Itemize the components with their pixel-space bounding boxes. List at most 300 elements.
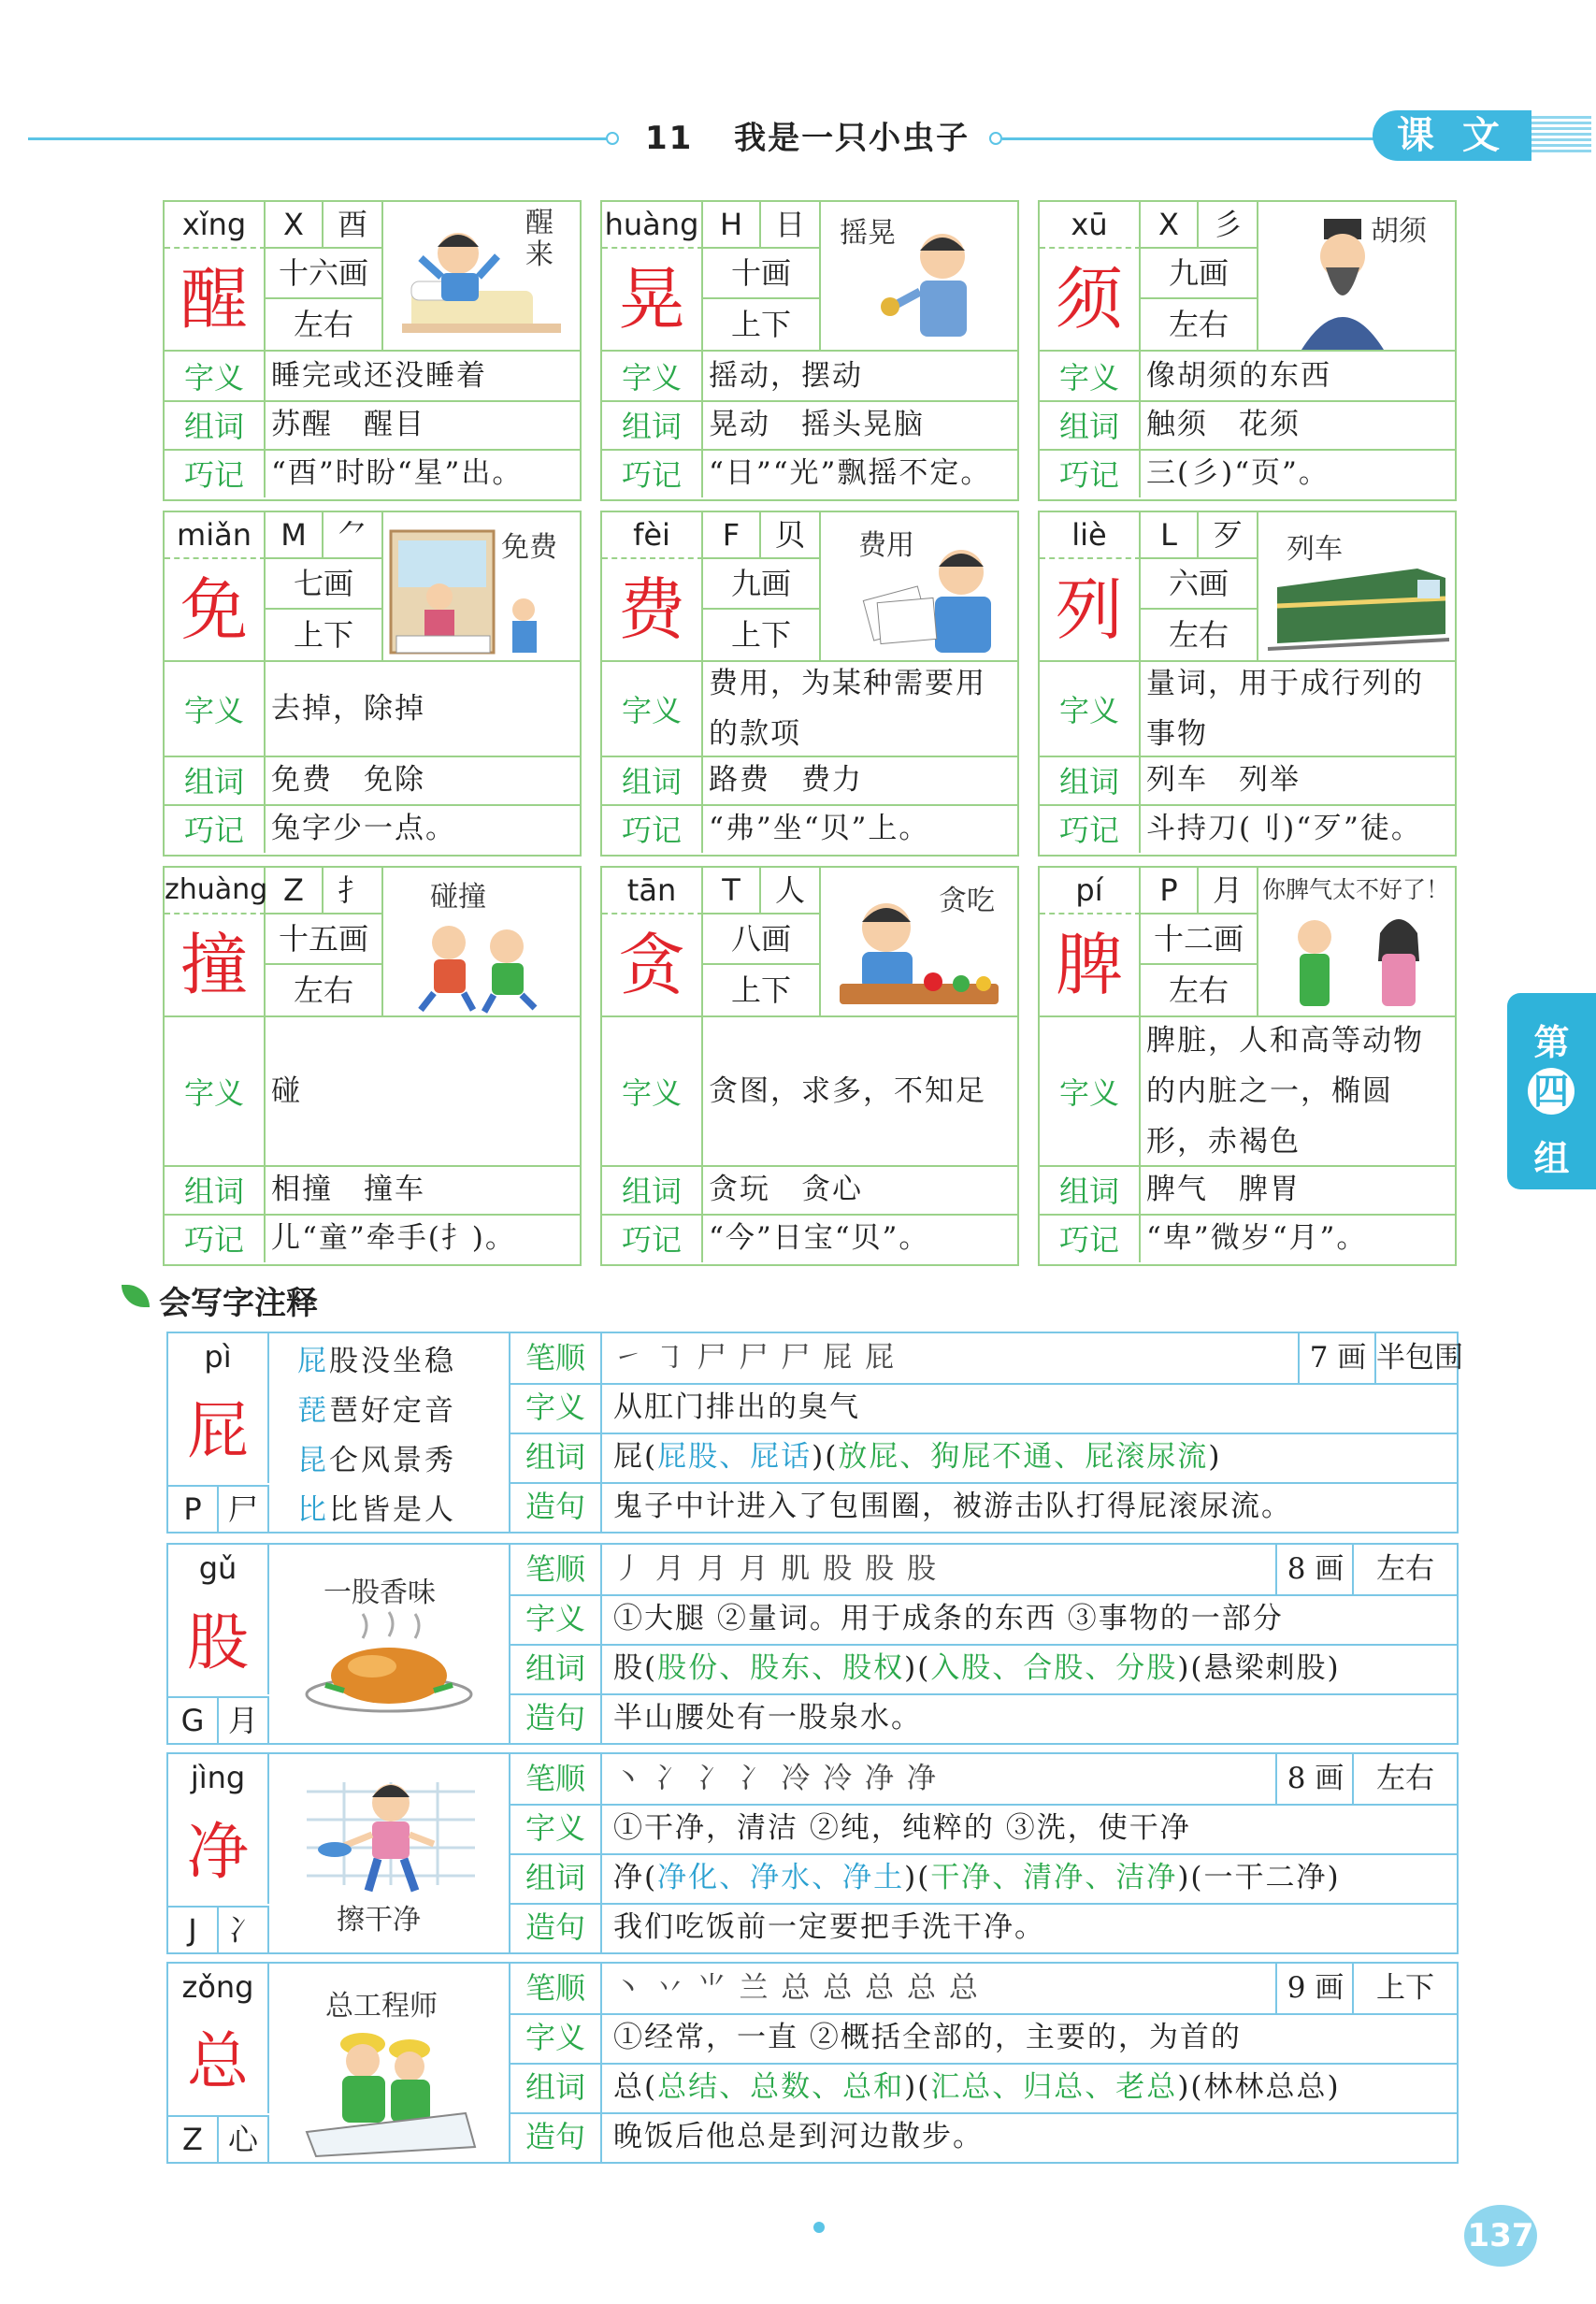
write-letter: J xyxy=(168,1908,219,1952)
card-picture-label: 胡须 xyxy=(1371,215,1427,248)
words-mid: )( xyxy=(904,1651,931,1685)
card-illustration xyxy=(1258,512,1455,662)
card-radical: 月 xyxy=(1199,868,1258,914)
tip-label: 巧记 xyxy=(602,449,703,497)
words-mid: )( xyxy=(812,1440,839,1474)
card-words-row xyxy=(165,756,580,806)
card-character: 须 xyxy=(1040,249,1141,352)
poem-line xyxy=(297,1337,456,1379)
card-character: 晃 xyxy=(602,249,703,352)
card-character: 醒 xyxy=(165,249,266,352)
card-tip-row xyxy=(1040,449,1455,497)
card-tip-row xyxy=(165,449,580,497)
card-pinyin: tān xyxy=(602,868,703,914)
card-meaning-row xyxy=(165,662,580,757)
lesson-number: 11 xyxy=(645,120,694,157)
poem-text: 仑风景秀 xyxy=(329,1444,456,1477)
write-character: 股 xyxy=(168,1591,269,1694)
sentence-label: 造句 xyxy=(510,2112,602,2162)
card-radical: 人 xyxy=(761,868,821,914)
tip-label: 巧记 xyxy=(602,804,703,853)
card-pinyin: liè xyxy=(1040,512,1141,559)
card-words-row xyxy=(165,400,580,451)
card-meaning-row xyxy=(602,1017,1017,1167)
words-label: 组词 xyxy=(165,400,266,449)
sentence-row xyxy=(510,1482,1457,1532)
meaning-text: 从肛门排出的臭气 xyxy=(613,1390,860,1424)
words-text: 触须 花须 xyxy=(1146,408,1301,441)
write-pinyin: jìng xyxy=(168,1754,269,1801)
tip-label: 巧记 xyxy=(602,1214,703,1262)
words-text: 脾气 脾胃 xyxy=(1146,1173,1301,1206)
tip-label: 巧记 xyxy=(1040,449,1141,497)
meaning-label: 字义 xyxy=(165,662,266,756)
card-character: 费 xyxy=(602,559,703,662)
order-label: 笔顺 xyxy=(510,1964,602,2013)
structure-type: 左右 xyxy=(1352,1754,1457,1804)
tip-text: “酉”时盼“星”出。 xyxy=(271,456,524,490)
words-text: 列车 列举 xyxy=(1146,763,1301,797)
card-pinyin: huàng xyxy=(602,202,703,249)
meaning-label: 字义 xyxy=(510,2013,602,2063)
write-block-gu xyxy=(166,1543,1459,1745)
words-group-b: 入股、合股、分股 xyxy=(930,1651,1178,1685)
card-letter: M xyxy=(266,512,324,559)
footer-dot xyxy=(813,2222,825,2233)
section-tab: 课 文 xyxy=(1373,110,1531,161)
card-strokes: 十六画 xyxy=(266,249,383,299)
card-tip-row xyxy=(165,1214,580,1262)
char-card-fei xyxy=(600,511,1019,857)
sentence-row xyxy=(510,2112,1457,2162)
tip-text: “弗”坐“贝”上。 xyxy=(709,812,930,845)
write-picture-label: 总工程师 xyxy=(325,1990,438,2023)
words-group-b: 干净、清净、洁净 xyxy=(930,1861,1178,1894)
words-group-b: 放屁、狗屁不通、屁滚尿流 xyxy=(838,1440,1209,1474)
write-illustration xyxy=(269,1964,510,2162)
tip-text: “卑”微岁“月”。 xyxy=(1146,1221,1368,1255)
bill-reading-illustration xyxy=(821,512,1017,660)
card-strokes: 十五画 xyxy=(266,914,383,965)
card-words-row xyxy=(1040,756,1455,806)
card-tip-row xyxy=(1040,804,1455,853)
card-illustration xyxy=(821,202,1017,352)
words-text: 苏醒 醒目 xyxy=(271,408,425,441)
card-words-row xyxy=(165,1165,580,1216)
meaning-label: 字义 xyxy=(165,1017,266,1165)
words-label: 组词 xyxy=(602,400,703,449)
page-number: 137 xyxy=(1464,2205,1537,2267)
card-structure: 左右 xyxy=(266,965,383,1017)
write-letter: Z xyxy=(168,2117,219,2162)
write-index-cells xyxy=(168,1696,269,1743)
words-tail: )(林林总总) xyxy=(1177,2070,1341,2104)
card-structure: 左右 xyxy=(266,299,383,352)
write-picture-label: 一股香味 xyxy=(324,1577,436,1609)
card-picture-label: 摇晃 xyxy=(840,217,896,250)
meaning-text: 去掉，除掉 xyxy=(271,692,425,726)
meaning-label: 字义 xyxy=(602,1017,703,1165)
words-label: 组词 xyxy=(602,756,703,804)
write-illustration xyxy=(269,1754,510,1952)
poem-line xyxy=(297,1436,456,1478)
write-letter: G xyxy=(168,1698,219,1743)
card-illustration xyxy=(821,512,1017,662)
card-radical: 歹 xyxy=(1199,512,1258,559)
write-radical: 冫 xyxy=(227,1912,258,1948)
write-illustration xyxy=(269,1545,510,1743)
card-pinyin: zhuàng xyxy=(165,868,266,914)
write-pinyin: pì xyxy=(168,1333,269,1380)
card-radical: 酉 xyxy=(324,202,383,249)
card-pinyin: fèi xyxy=(602,512,703,559)
write-mnemonic-poem xyxy=(269,1333,510,1532)
card-picture-label: 费用 xyxy=(858,529,914,562)
poem-line xyxy=(297,1486,456,1528)
card-pinyin: xū xyxy=(1040,202,1141,249)
meaning-label: 字义 xyxy=(602,662,703,756)
card-strokes: 十二画 xyxy=(1141,914,1258,965)
roast-chicken-illustration xyxy=(269,1545,509,1743)
words-label: 组词 xyxy=(165,1165,266,1214)
words-text: 贪玩 贪心 xyxy=(709,1173,863,1206)
card-meaning-row xyxy=(165,352,580,402)
card-letter: X xyxy=(1141,202,1199,249)
words-label: 组词 xyxy=(510,1853,602,1903)
card-pinyin: xǐng xyxy=(165,202,266,249)
stroke-order: ㇀ ㇆ 尸 尸 尸 屁 屁 xyxy=(613,1341,897,1375)
order-label: 笔顺 xyxy=(510,1545,602,1594)
stroke-order-row xyxy=(510,1545,1457,1596)
card-pinyin: miǎn xyxy=(165,512,266,559)
card-character: 贪 xyxy=(602,914,703,1017)
card-letter: X xyxy=(266,202,324,249)
write-index-cells xyxy=(168,1485,269,1532)
card-words-row xyxy=(602,400,1017,451)
meaning-text: 碰 xyxy=(271,1074,302,1108)
card-strokes: 七画 xyxy=(266,559,383,610)
words-group-a: 股份、股东、股权 xyxy=(657,1651,905,1685)
lesson-name: 我是一只小虫子 xyxy=(734,120,971,157)
stroke-count: 8 画 xyxy=(1275,1545,1354,1594)
poem-key-char: 屁 xyxy=(297,1345,329,1378)
meaning-text: 睡完或还没睡着 xyxy=(271,359,487,393)
words-label: 组词 xyxy=(510,1433,602,1482)
words-text: 相撞 撞车 xyxy=(271,1173,425,1206)
tip-label: 巧记 xyxy=(1040,1214,1141,1262)
card-letter: F xyxy=(703,512,761,559)
char-card-tan xyxy=(600,866,1019,1266)
card-illustration xyxy=(383,868,580,1017)
write-radical: 尸 xyxy=(227,1491,258,1527)
sentence-row xyxy=(510,1693,1457,1743)
stroke-count: 9 画 xyxy=(1275,1964,1354,2013)
card-strokes: 八画 xyxy=(703,914,821,965)
card-character: 免 xyxy=(165,559,266,662)
card-character: 列 xyxy=(1040,559,1141,662)
words-tail: )(一干二净) xyxy=(1177,1861,1341,1894)
structure-type: 左右 xyxy=(1352,1545,1457,1594)
char-card-pi xyxy=(1038,866,1457,1266)
card-pinyin: pí xyxy=(1040,868,1141,914)
write-block-pi xyxy=(166,1332,1463,1534)
words-row xyxy=(510,2063,1457,2114)
structure-type: 上下 xyxy=(1352,1964,1457,2013)
card-meaning-row xyxy=(1040,352,1455,402)
unit-side-tab xyxy=(1507,993,1596,1189)
words-row xyxy=(510,1853,1457,1905)
words-row xyxy=(510,1644,1457,1695)
side-tab-line1: 第 xyxy=(1533,1022,1570,1063)
write-character: 净 xyxy=(168,1801,269,1904)
order-label: 笔顺 xyxy=(510,1333,602,1383)
card-radical: 彡 xyxy=(1199,202,1258,249)
card-illustration xyxy=(383,512,580,662)
words-group-b: 汇总、归总、老总 xyxy=(930,2070,1178,2104)
write-letter: P xyxy=(168,1487,219,1532)
write-radical: 月 xyxy=(227,1703,258,1738)
card-tip-row xyxy=(602,1214,1017,1262)
order-label: 笔顺 xyxy=(510,1754,602,1804)
tip-label: 巧记 xyxy=(165,449,266,497)
card-picture-label: 免费 xyxy=(501,531,557,564)
card-structure: 左右 xyxy=(1141,610,1258,662)
words-group-a: 净化、净水、净土 xyxy=(657,1861,905,1894)
words-text: 路费 费力 xyxy=(709,763,863,797)
meaning-label: 字义 xyxy=(165,352,266,400)
tip-label: 巧记 xyxy=(165,1214,266,1262)
meaning-text: 量词，用于成行列的事物 xyxy=(1146,667,1424,751)
meaning-row xyxy=(510,1804,1457,1855)
card-character: 脾 xyxy=(1040,914,1141,1017)
words-group-a: 屁股、屁话 xyxy=(657,1440,812,1474)
card-character: 撞 xyxy=(165,914,266,1017)
meaning-row xyxy=(510,2013,1457,2065)
section-title-text: 会写字注释 xyxy=(159,1285,318,1322)
writing-section-title xyxy=(122,1277,318,1323)
header-rule-right xyxy=(1002,137,1376,140)
stroke-order-row xyxy=(510,1333,1463,1385)
meaning-text: 贪图，求多，不知足 xyxy=(709,1074,986,1108)
header-dot-left xyxy=(606,132,619,145)
card-letter: P xyxy=(1141,868,1199,914)
words-row xyxy=(510,1433,1457,1484)
card-strokes: 十画 xyxy=(703,249,821,299)
sentence-label: 造句 xyxy=(510,1482,602,1532)
card-structure: 上下 xyxy=(703,299,821,352)
card-illustration xyxy=(1258,202,1455,352)
sentence-text: 鬼子中计进入了包围圈，被游击队打得屁滚尿流。 xyxy=(613,1490,1292,1523)
card-strokes: 九画 xyxy=(703,559,821,610)
tip-text: 儿“童”牵手(扌)。 xyxy=(271,1221,516,1255)
meaning-text: ①干净，清洁 ②纯，纯粹的 ③洗，使干净 xyxy=(613,1811,1191,1845)
poem-text: 股没坐稳 xyxy=(329,1345,456,1378)
header-dot-right xyxy=(989,132,1002,145)
tip-text: 三(彡)“页”。 xyxy=(1146,456,1330,490)
words-label: 组词 xyxy=(602,1165,703,1214)
stroke-order: 丶 丷 ⺌ 兰 总 总 总 总 总 xyxy=(613,1971,980,2005)
header-rule-left xyxy=(28,137,608,140)
words-text xyxy=(613,1433,1447,1482)
poem-text: 比皆是人 xyxy=(329,1493,456,1527)
char-card-xu xyxy=(1038,200,1457,501)
tip-label: 巧记 xyxy=(165,804,266,853)
meaning-label: 字义 xyxy=(1040,1017,1141,1165)
card-words-row xyxy=(602,756,1017,806)
words-text: 免费 免除 xyxy=(271,763,425,797)
header-stripes xyxy=(1531,116,1591,155)
card-tip-row xyxy=(602,804,1017,853)
stroke-order-row xyxy=(510,1754,1457,1806)
card-radical: 扌 xyxy=(324,868,383,914)
words-text xyxy=(613,2063,1447,2112)
meaning-label: 字义 xyxy=(510,1804,602,1853)
sentence-text: 我们吃饭前一定要把手洗干净。 xyxy=(613,1910,1045,1944)
card-structure: 上下 xyxy=(703,610,821,662)
write-character: 总 xyxy=(168,2010,269,2113)
card-letter: L xyxy=(1141,512,1199,559)
card-illustration xyxy=(1258,868,1455,1017)
tip-text: 斗持刀(刂)“歹”徒。 xyxy=(1146,812,1422,845)
stroke-order: 丿 月 月 月 肌 股 股 股 xyxy=(613,1552,938,1586)
card-meaning-row xyxy=(602,352,1017,402)
char-card-huang xyxy=(600,200,1019,501)
side-tab-line3: 组 xyxy=(1533,1138,1570,1179)
words-label: 组词 xyxy=(1040,400,1141,449)
words-mid: )( xyxy=(904,1861,931,1894)
card-letter: Z xyxy=(266,868,324,914)
poem-key-char: 昆 xyxy=(297,1444,329,1477)
engineers-illustration xyxy=(269,1964,509,2162)
card-structure: 左右 xyxy=(1141,965,1258,1017)
tip-label: 巧记 xyxy=(1040,804,1141,853)
write-radical: 心 xyxy=(227,2122,258,2157)
words-head: 总( xyxy=(613,2070,658,2104)
card-strokes: 九画 xyxy=(1141,249,1258,299)
words-group-a: 总结、总数、总和 xyxy=(657,2070,905,2104)
meaning-text: ①经常，一直 ②概括全部的，主要的，为首的 xyxy=(613,2021,1242,2054)
write-pinyin: zǒng xyxy=(168,1964,269,2010)
sentence-label: 造句 xyxy=(510,1693,602,1743)
meaning-text: 脾脏，人和高等动物的内脏之一，椭圆形，赤褐色 xyxy=(1146,1024,1424,1159)
meaning-text: 费用，为某种需要用的款项 xyxy=(709,667,986,751)
write-pinyin: gǔ xyxy=(168,1545,269,1591)
words-head: 净( xyxy=(613,1861,658,1894)
poem-key-char: 琵 xyxy=(297,1394,329,1428)
words-tail: )(悬梁刺股) xyxy=(1177,1651,1341,1685)
words-label: 组词 xyxy=(510,1644,602,1693)
words-text xyxy=(613,1644,1447,1693)
stroke-count: 8 画 xyxy=(1275,1754,1354,1804)
card-structure: 上下 xyxy=(703,965,821,1017)
write-index-cells xyxy=(168,1906,269,1952)
meaning-row xyxy=(510,1594,1457,1646)
words-tail: ) xyxy=(1208,1440,1222,1474)
leaf-icon xyxy=(122,1285,150,1307)
card-letter: H xyxy=(703,202,761,249)
card-tip-row xyxy=(165,804,580,853)
words-label: 组词 xyxy=(1040,1165,1141,1214)
char-card-xing xyxy=(163,200,582,501)
words-head: 股( xyxy=(613,1651,658,1685)
stroke-order: 丶 冫 冫 冫 冷 冷 净 净 xyxy=(613,1762,938,1795)
card-radical: 贝 xyxy=(761,512,821,559)
sentence-text: 半山腰处有一股泉水。 xyxy=(613,1701,922,1735)
card-illustration xyxy=(821,868,1017,1017)
card-radical: 日 xyxy=(761,202,821,249)
lesson-title xyxy=(645,112,970,158)
card-words-row xyxy=(1040,1165,1455,1216)
words-label: 组词 xyxy=(165,756,266,804)
card-picture-label: 列车 xyxy=(1287,533,1343,566)
card-tip-row xyxy=(602,449,1017,497)
card-picture-label: 醒来 xyxy=(525,207,554,271)
meaning-label: 字义 xyxy=(602,352,703,400)
card-meaning-row xyxy=(165,1017,580,1167)
words-text: 晃动 摇头晃脑 xyxy=(709,408,925,441)
card-picture-label: 贪吃 xyxy=(939,885,995,917)
card-letter: T xyxy=(703,868,761,914)
meaning-label: 字义 xyxy=(510,1594,602,1644)
card-strokes: 六画 xyxy=(1141,559,1258,610)
card-tip-row xyxy=(1040,1214,1455,1262)
words-head: 屁( xyxy=(613,1440,658,1474)
card-meaning-row xyxy=(602,662,1017,757)
card-illustration xyxy=(383,202,580,352)
card-words-row xyxy=(602,1165,1017,1216)
char-card-zhuang xyxy=(163,866,582,1266)
words-label: 组词 xyxy=(510,2063,602,2112)
card-meaning-row xyxy=(1040,662,1455,757)
side-tab-line2: 四 xyxy=(1528,1068,1574,1115)
meaning-text: 摇动，摆动 xyxy=(709,359,863,393)
tip-text: 兔字少一点。 xyxy=(271,812,456,845)
tip-text: “今”日宝“贝”。 xyxy=(709,1221,930,1255)
sentence-text: 晚饭后他总是到河边散步。 xyxy=(613,2120,984,2153)
write-picture-label: 擦干净 xyxy=(337,1904,421,1937)
meaning-label: 字义 xyxy=(1040,662,1141,756)
sentence-row xyxy=(510,1903,1457,1952)
card-words-row xyxy=(1040,400,1455,451)
poem-key-char: 比 xyxy=(297,1493,329,1527)
words-text xyxy=(613,1853,1447,1903)
poem-text: 琶好定音 xyxy=(329,1394,456,1428)
write-block-jing xyxy=(166,1752,1459,1954)
meaning-label: 字义 xyxy=(510,1383,602,1433)
stroke-count: 7 画 xyxy=(1298,1333,1376,1383)
write-index-cells xyxy=(168,2115,269,2162)
structure-type: 半包围 xyxy=(1374,1333,1457,1383)
tip-text: “日”“光”飘摇不定。 xyxy=(709,456,992,490)
card-meaning-row xyxy=(1040,1017,1455,1167)
poem-line xyxy=(297,1387,456,1429)
sentence-label: 造句 xyxy=(510,1903,602,1952)
meaning-label: 字义 xyxy=(1040,352,1141,400)
card-radical: ⺈ xyxy=(324,512,383,559)
words-mid: )( xyxy=(904,2070,931,2104)
words-label: 组词 xyxy=(1040,756,1141,804)
write-character: 屁 xyxy=(168,1380,269,1483)
char-card-lie xyxy=(1038,511,1457,857)
meaning-text: 像胡须的东西 xyxy=(1146,359,1331,393)
meaning-text: ①大腿 ②量词。用于成条的东西 ③事物的一部分 xyxy=(613,1602,1284,1635)
card-picture-label: 你脾气太不好了！ xyxy=(1262,876,1450,903)
meaning-row xyxy=(510,1383,1457,1434)
write-block-zong xyxy=(166,1962,1459,2164)
char-card-mian xyxy=(163,511,582,857)
card-picture-label: 碰撞 xyxy=(430,881,486,914)
card-structure: 左右 xyxy=(1141,299,1258,352)
